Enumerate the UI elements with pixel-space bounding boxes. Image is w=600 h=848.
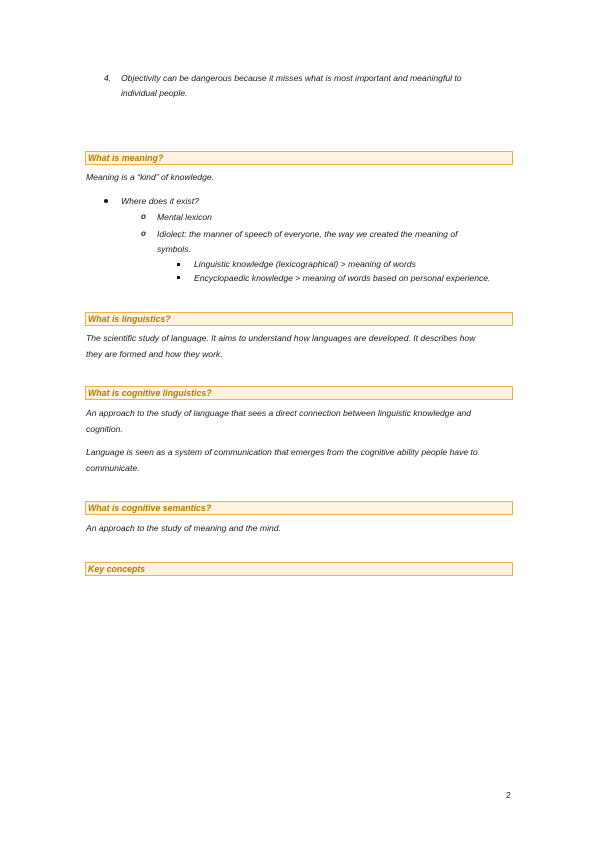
square-bullet-icon: [177, 263, 180, 266]
linguistics-line2: they are formed and how they work.: [86, 349, 223, 359]
meaning-sub2-line1: Idiolect: the manner of speech of everyone, the way we created the meaning of: [157, 229, 458, 239]
cognitive-linguistics-p2-line1: Language is seen as a system of communication that emerges from the cognitive ability people have to: [86, 447, 478, 457]
heading-what-is-linguistics: What is linguistics?: [85, 312, 513, 326]
intro-item-line2: individual people.: [121, 88, 188, 98]
cognitive-linguistics-p1-line1: An approach to the study of language that sees a direct connection between linguistic knowledge and: [86, 408, 472, 418]
heading-what-is-cognitive-linguistics: What is cognitive linguistics?: [85, 386, 513, 400]
meaning-subsub2: Encyclopaedic knowledge > meaning of words based on personal experience.: [194, 273, 491, 283]
list-number: 4.: [104, 73, 112, 83]
cognitive-semantics-line1: An approach to the study of meaning and the mind.: [86, 523, 281, 533]
meaning-subsub1: Linguistic knowledge (lexicographical) > meaning of words: [194, 259, 416, 269]
meaning-bullet: Where does it exist?: [121, 196, 199, 206]
heading-key-concepts: Key concepts: [85, 562, 513, 576]
meaning-sub1: Mental lexicon: [157, 212, 212, 222]
heading-what-is-meaning: What is meaning?: [85, 151, 513, 165]
intro-item-line1: Objectivity can be dangerous because it misses what is most important and meaningful to: [121, 73, 462, 83]
meaning-sub2-line2: symbols.: [157, 244, 191, 254]
cognitive-linguistics-p1-line2: cognition.: [86, 424, 123, 434]
linguistics-line1: The scientific study of language. It aims to understand how languages are developed. It describes how: [86, 333, 476, 343]
sub-bullet-marker-icon: o: [141, 212, 146, 221]
meaning-intro: Meaning is a “kind” of knowledge.: [86, 172, 215, 182]
sub-bullet-marker-icon: o: [141, 229, 146, 238]
square-bullet-icon: [177, 276, 180, 279]
bullet-dot-icon: [104, 199, 108, 203]
heading-what-is-cognitive-semantics: What is cognitive semantics?: [85, 501, 513, 515]
page-number: 2: [506, 790, 511, 800]
cognitive-linguistics-p2-line2: communicate.: [86, 463, 140, 473]
